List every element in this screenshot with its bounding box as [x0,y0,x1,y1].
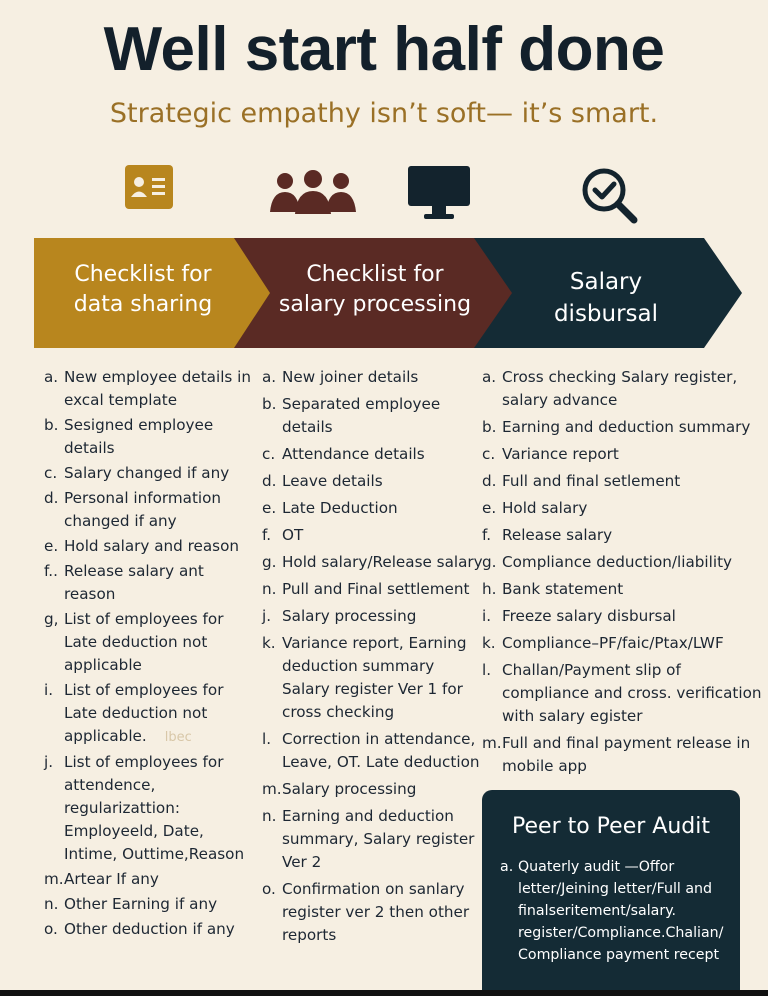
list-item: i. Freeze salary disbursal [482,607,676,625]
stage-3-line2: disbursal [553,301,659,327]
list-item: h. Bank statement [482,580,624,598]
stage-1-line2: data sharing [73,292,213,317]
list-item: m. Full and final payment release in mobile app [482,734,751,775]
list-item: n. Other Earning if any [44,895,218,913]
list-item: g. Hold salary/Release salary [262,553,483,571]
list-item: c. Salary changed if any [44,464,230,482]
list-item: i. List of employees for Late deduction not applicable. lbec [44,681,224,745]
stage-3-line1: Salary [569,269,643,295]
list-item: b. Earning and deduction summary [482,418,751,436]
list-item: g. Compliance deduction/liability [482,553,733,571]
list-item: k. Compliance–PF/faic/Ptax/LWF [482,634,724,652]
list-item: d. Full and final setlement [482,472,681,490]
list-item: m. Artear If any [44,870,159,888]
list-item: k. Variance report, Earning deduction summary Salary register Ver 1 for cross checking [262,634,467,721]
list-item: n. Earning and deduction summary, Salary register Ver 2 [262,807,475,871]
stage-3-label [510,266,702,330]
list-item: o. Confirmation on sanlary register ver 2 then other reports [262,880,470,944]
monitor-icon [406,164,472,222]
peer-audit-list [482,842,740,966]
list-item: c. Attendance details [262,445,425,463]
peer-audit-box [482,790,740,996]
magnifier-check-icon [580,166,638,224]
list-item: f.. Release salary ant reason [44,562,204,603]
stage-1-line1: Checklist for [74,262,212,287]
page-subtitle: Strategic empathy isn’t soft— it’s smart. [109,98,659,129]
list-item: a. Quaterly audit —Offor letter/Jeining letter/Full and finalseritement/salary. register/Compliance.Chalian/ Compliance payment recept [500,859,724,963]
list-item: d. Leave details [262,472,383,490]
page-title: Well start half done [103,15,665,84]
bottom-bar [0,990,768,996]
list-item: d. Personal information changed if any [44,489,222,530]
data-sharing-checklist [44,366,259,941]
list-item: f. OT [262,526,304,544]
list-item: m. Salary processing [262,780,417,798]
list-item: g, List of employees for Late deduction not applicable [44,610,224,674]
list-item: e. Hold salary and reason [44,537,239,555]
stage-2-line1: Checklist for [306,262,444,287]
list-item: c. Variance report [482,445,619,463]
list-item: a. Cross checking Salary register, salary advance [482,368,738,409]
list-item: o. Other deduction if any [44,920,235,938]
faint-text: lbec [164,730,192,745]
list-item: e. Hold salary [482,499,588,517]
list-item: j. List of employees for attendence, regularizattion: Employeeld, Date, Intime, Outtime,Reason [44,753,245,863]
process-arrows [34,238,744,348]
list-item: f. Release salary [482,526,613,544]
peer-audit-title: Peer to Peer Audit [512,814,710,839]
stage-2-label [270,260,480,320]
stage-1-label [48,260,238,320]
list-item: a. New employee details in excal template [44,368,252,409]
list-item: l. Correction in attendance, Leave, OT. Late deduction [262,730,480,771]
id-card-icon [124,162,174,212]
salary-processing-checklist [262,366,484,947]
list-item: n. Pull and Final settlement [262,580,470,598]
stage-2-line2: salary processing [278,292,472,317]
list-item: e. Late Deduction [262,499,398,517]
list-item: b. Sesigned employee details [44,416,214,457]
list-item: a. New joiner details [262,368,419,386]
team-icon [268,168,358,216]
list-item: j. Salary processing [262,607,417,625]
salary-disbursal-checklist [482,366,762,778]
list-item: b. Separated employee details [262,395,441,436]
list-item: l. Challan/Payment slip of compliance and cross. verification with salary egister [482,661,762,725]
